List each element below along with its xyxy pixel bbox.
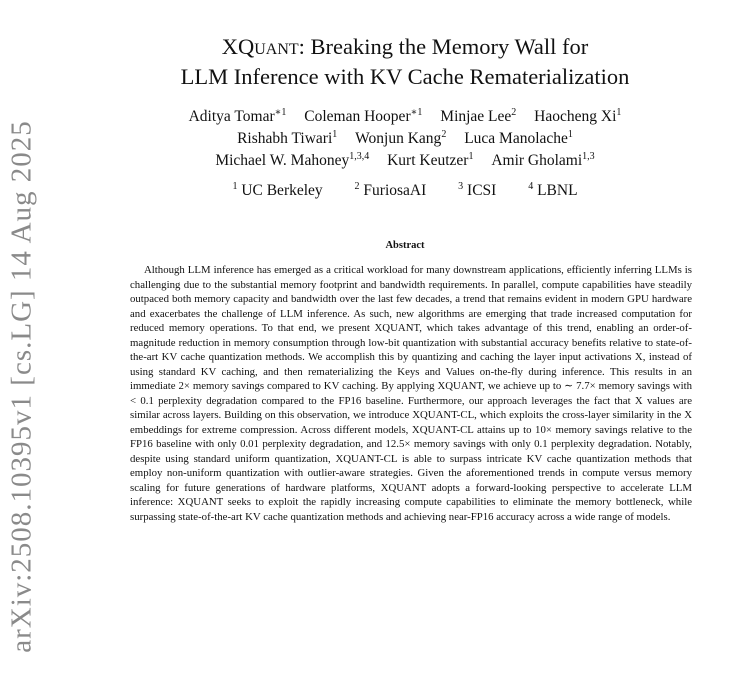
author: Rishabh Tiwari$^1$: [237, 128, 338, 147]
author: Amir Gholami$^{1,3}$: [491, 150, 595, 169]
author-row: [110, 106, 700, 128]
affiliation: $^3$ ICSI: [458, 180, 497, 199]
affiliation: $^4$ LBNL: [528, 180, 578, 199]
author: Aditya Tomar$^{∗1}$: [188, 106, 287, 125]
author: Minjae Lee$^2$: [440, 106, 517, 125]
author: Luca Manolache$^1$: [464, 128, 573, 147]
affiliation-list: [110, 182, 700, 200]
method-name: XQuant: [221, 34, 299, 59]
paper-title: [110, 32, 700, 92]
author: Michael W. Mahoney$^{1,3,4}$: [215, 150, 370, 169]
abstract-heading: Abstract: [385, 240, 425, 251]
author-row: [110, 150, 700, 172]
paper-page: [110, 0, 700, 524]
author: Haocheng Xi$^1$: [534, 106, 622, 125]
title-line-1: [110, 32, 700, 62]
author-row: [110, 128, 700, 150]
author-list: [110, 106, 700, 172]
author: Coleman Hooper$^{∗1}$: [304, 106, 423, 125]
author: Kurt Keutzer$^1$: [387, 150, 474, 169]
title-line-2: LLM Inference with KV Cache Rematerialization: [180, 64, 630, 89]
affiliation: $^2$ FuriosaAI: [354, 180, 427, 199]
abstract-body: Although LLM inference has emerged as a critical workload for many downstream applications, efficiently inferring LLMs is challenging due to the substantial memory footprint and bandwidth requirements. In parallel, compute capabilities have steadily outpaced both memory capacity and bandwidth over the last few decades, a trend that remains evident in modern GPU hardware and exacerbates the challenge of LLM inference. As such, new algorithms are emerging that trade increased computation for reduced memory operations. To that end, we present XQUANT, which takes advantage of this trend, enabling an order-of-magnitude reduction in memory consumption through low-bit quantization with substantial accuracy benefits relative to state-of-the-art KV cache quantization methods. We accomplish this by quantizing and caching the layer input activations X, instead of using standard KV caching, and then rematerializing the Keys and Values on-the-fly during inference. This results in an immediate 2× memory savings compared to KV caching. By applying XQUANT, we achieve up to ∼ 7.7× memory savings with < 0.1 perplexity degradation compared to the FP16 baseline. Furthermore, our approach leverages the fact that X values are similar across layers. Building on this observation, we introduce XQUANT-CL, which exploits the cross-layer similarity in the X embeddings for extreme compression. Across different models, XQUANT-CL attains up to 10× memory savings relative to the FP16 baseline with only 0.01 perplexity degradation, and 12.5× memory savings with only 0.1 perplexity degradation. Notably, despite using standard uniform quantization, XQUANT-CL is able to surpass intricate KV cache quantization methods that employ non-uniform quantization with outlier-aware strategies. Given the aforementioned trends in compute versus memory scaling for future generations of hardware platforms, XQUANT adopts a forward-looking perspective to accelerate LLM inference: XQUANT seeks to exploit the rapidly increasing compute capabilities to eliminate the memory bottleneck, while surpassing state-of-the-art KV cache quantization methods and achieving near-FP16 accuracy across a wide range of models.: [130, 264, 692, 523]
arxiv-identifier-stamp: arXiv:2508.10395v1 [cs.LG] 14 Aug 2025: [5, 120, 38, 653]
author: Wonjun Kang$^2$: [355, 128, 447, 147]
title-line-1-rest: : Breaking the Memory Wall for: [298, 34, 589, 59]
affiliation: $^1$ UC Berkeley: [232, 180, 323, 199]
